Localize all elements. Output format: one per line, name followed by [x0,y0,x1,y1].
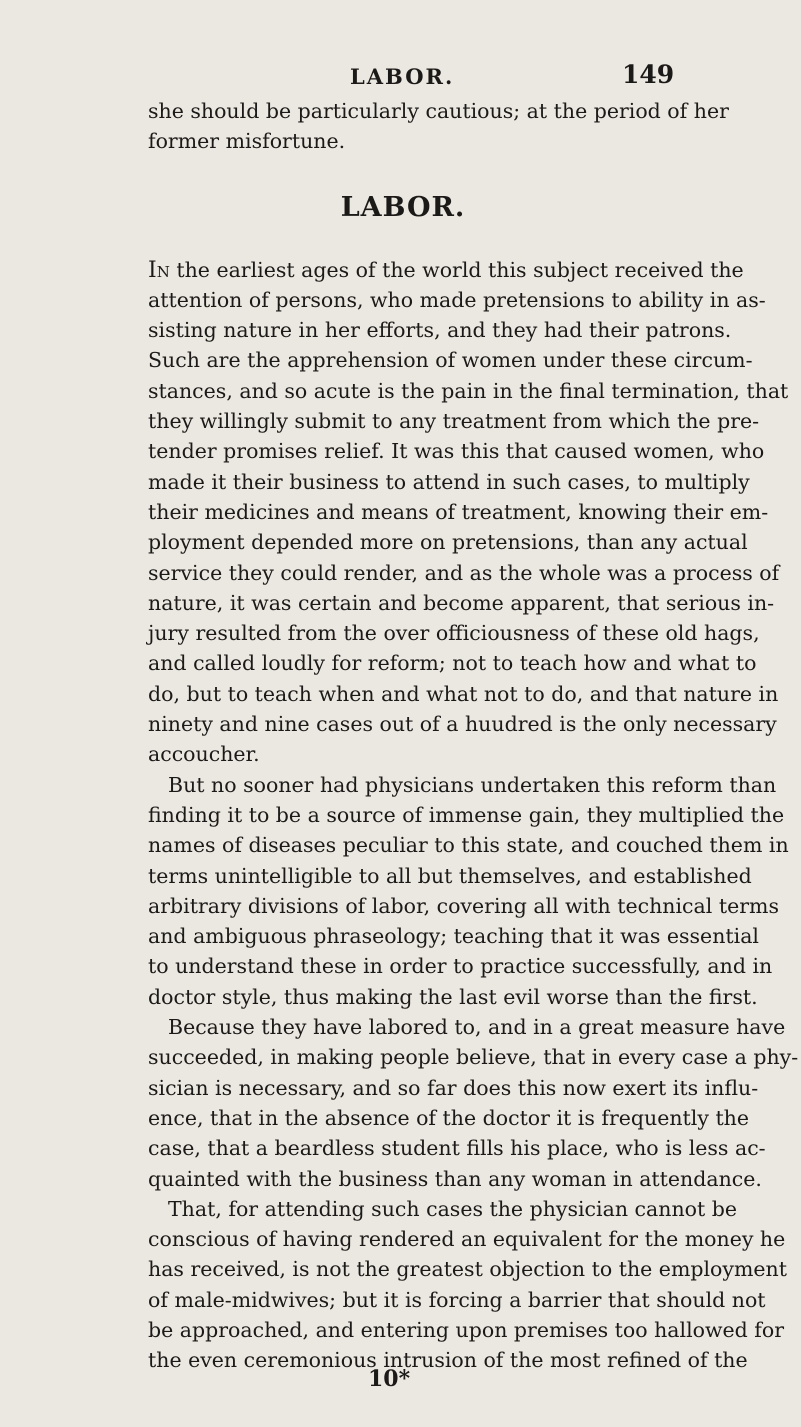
body-text [148,96,799,1376]
paragraph-lines [148,285,799,1376]
page-number: 149 [622,60,675,89]
text-line: made it their business to attend in such cases, to multiply [148,469,750,494]
text-line: case, that a beardless student fills his place, who is less ac- [148,1136,766,1161]
text-line: to understand these in order to practice successfully, and in [148,954,773,979]
section-heading: LABOR. [340,191,466,223]
text-line: be approached, and entering upon premises too hallowed for [148,1317,785,1342]
text-line: sician is necessary, and so far does this now exert its influ- [148,1075,759,1100]
text-line: nature, it was certain and become apparent, that serious in- [148,590,775,615]
text-line: ence, that in the absence of the doctor it is frequently the [148,1105,750,1130]
text-line: jury resulted from the over officiousness of these old hags, [148,621,760,646]
text-line [148,255,744,285]
signature-mark: 10* [368,1366,411,1392]
text-line: That, for attending such cases the physician cannot be [168,1196,737,1221]
text-line: terms unintelligible to all but themselves, and established [148,863,752,888]
text-line: do, but to teach when and what not to do, and that nature in [148,681,779,706]
text-line: succeeded, in making people believe, that in every case a phy- [148,1045,799,1070]
text-line: sisting nature in her efforts, and they had their patrons. [148,318,732,343]
text-line: But no sooner had physicians undertaken this reform than [168,772,777,797]
text-line: quainted with the business than any woman in attendance. [148,1166,762,1191]
text-line: Because they have labored to, and in a great measure have [168,1015,786,1040]
text-line: conscious of having rendered an equivalent for the money he [148,1227,786,1252]
text-line: arbitrary divisions of labor, covering all with technical terms [148,893,779,918]
text-line: former misfortune. [148,129,346,154]
drop-word: In [148,257,170,283]
text-line: tender promises relief. It was this that caused women, who [148,439,765,464]
text-line: finding it to be a source of immense gain, they multiplied the [148,802,785,827]
text-line: she should be particularly cautious; at the period of her [148,99,729,123]
text-line: stances, and so acute is the pain in the final termination, that [148,378,789,403]
text-line: names of diseases peculiar to this state, and couched them in [148,833,789,858]
running-head [0,52,801,89]
first-line-text: the earliest ages of the world this subject received the [176,257,744,282]
text-line: of male-midwives; but it is forcing a barrier that should not [148,1287,766,1312]
text-line: their medicines and means of treatment, knowing their em- [148,499,769,524]
text-line: attention of persons, who made pretensions to ability in as- [148,287,766,312]
text-line: service they could render, and as the whole was a process of [148,560,780,585]
text-line: and called loudly for reform; not to teach how and what to [148,651,757,676]
text-line: doctor style, thus making the last evil worse than the first. [148,984,758,1009]
text-line: the even ceremonious intrusion of the most refined of the [148,1348,748,1373]
text-line: has received, is not the greatest objection to the employment [148,1257,787,1282]
text-line: they willingly submit to any treatment from which the pre- [148,409,760,434]
text-line: ninety and nine cases out of a huudred is the only necessary [148,712,777,737]
text-line: Such are the apprehension of women under these circum- [148,348,753,373]
running-title: LABOR. [350,64,455,89]
text-line: ployment depended more on pretensions, than any actual [148,530,748,555]
text-line: and ambiguous phraseology; teaching that it was essential [148,924,759,949]
text-line: accoucher. [148,742,260,767]
